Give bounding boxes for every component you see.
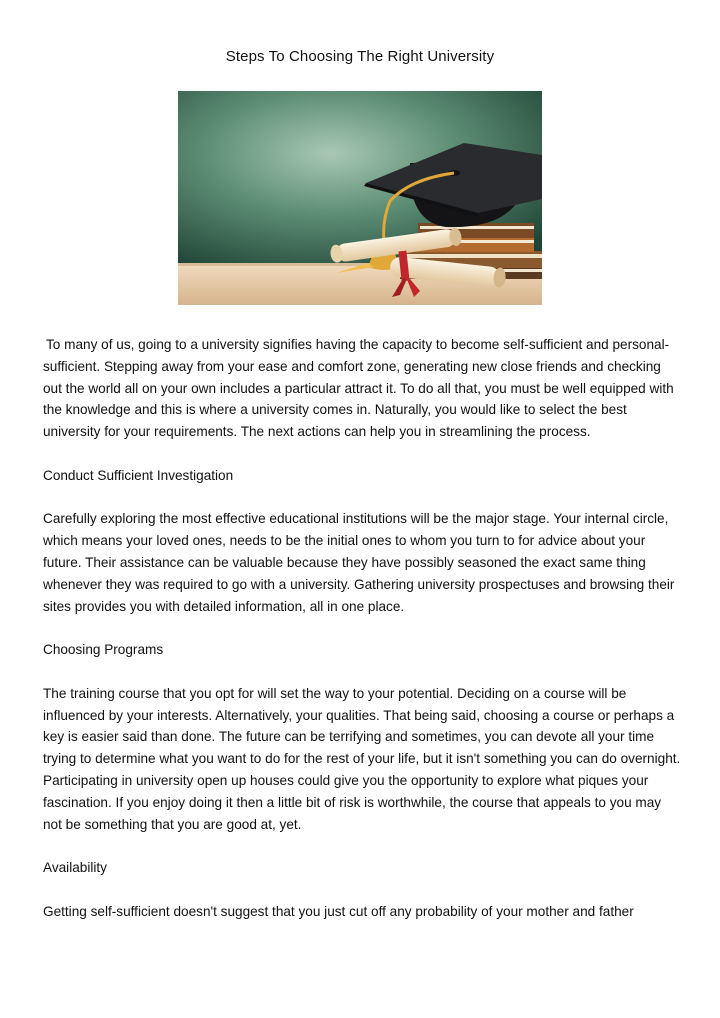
graduation-cap-books-diploma-image: [178, 91, 542, 305]
section-heading-availability: Availability: [43, 860, 107, 876]
section-paragraph-investigation: Carefully exploring the most effective educational institutions will be the major stage. Your internal circle, which means your loved ones, needs to be the initial ones to whom you turn to for advice about your future. Their assistance can be valuable because they have possibly seasoned the exact same thing whenever they was required to go with a university. Gathering university prospectuses and browsing their sites provides you with detailed information, all in one place.: [43, 511, 675, 614]
section-heading-investigation: Conduct Sufficient Investigation: [43, 467, 234, 483]
section-paragraph-availability: Getting self-sufficient doesn't suggest that you just cut off any probability of your mother and father: [43, 903, 634, 919]
section-heading-programs: Choosing Programs: [43, 642, 164, 658]
section-paragraph-programs: The training course that you opt for will set the way to your potential. Deciding on a course will be influenced by your interests. Alternatively, your qualities. That being said, choosing a course or perhaps a key is easier said than done. The future can be terrifying and sometimes, you can devote all your time trying to determine what you want to do for the rest of your life, but it isn't something you can do overnight. Participating in university open up houses could give you the opportunity to explore what piques your fascination. If you enjoy doing it then a little bit of risk is worthwhile, the course that appeals to you may not be something that you are good at, yet.: [43, 685, 681, 832]
page-title: Steps To Choosing The Right University: [225, 48, 495, 65]
intro-paragraph: To many of us, going to a university signifies having the capacity to become self-sufficient and personal-sufficient. Stepping away from your ease and comfort zone, generating new close friends and checking out the world all on your own includes a particular attract it. To do all that, you must be well equipped with the knowledge and this is where a university comes in. Naturally, you would like to select the best university for your requirements. The next actions can help you in streamlining the process.: [43, 337, 674, 440]
hero-image: [178, 91, 542, 305]
article-body: [43, 334, 683, 944]
